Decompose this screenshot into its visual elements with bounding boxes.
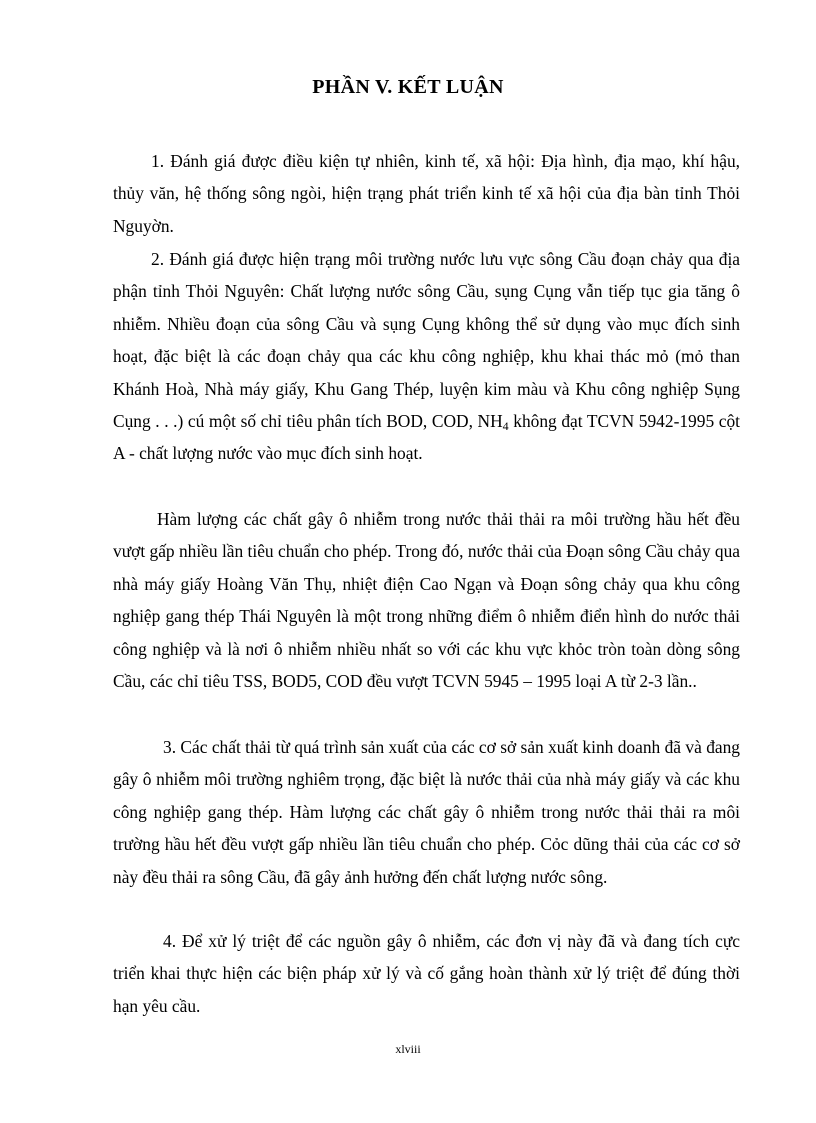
conclusion-paragraph-3: Hàm lượng các chất gây ô nhiễm trong nước thải thải ra môi trường hầu hết đều vượt gấp nhiều lần tiêu chuẩn cho phép. Trong đó, nước thải của Đoạn sông Cầu chảy qua nhà máy giấy Hoàng Văn Thụ, nhiệt điện Cao Ngạn và Đoạn sông chảy qua khu công nghiệp gang thép Thái Nguyên là một trong những điểm ô nhiễm điển hình do nước thải công nghiệp và là nơi ô nhiễm nhiều nhất so với các khu vực khỏc tròn toàn dòng sông Cầu, các chỉ tiêu TSS, BOD5, COD đều vượt TCVN 5945 – 1995 loại A từ 2-3 lần.. bbox=[113, 509, 740, 692]
subscript: 4 bbox=[502, 419, 509, 434]
paragraph-text: 2. Đánh giá được hiện trạng môi trường nước lưu vực sông Cầu đoạn chảy qua địa phận tỉnh Thỏi Nguyên: Chất lượng nước sông Cầu, sụng Cụng vẫn tiếp tục gia tăng ô nhiễm. Nhiều đoạn của sông Cầu và sụng Cụng không thể sử dụng vào mục đích sinh hoạt, đặc biệt là các đoạn chảy qua các khu công nghiệp, khu khai thác mỏ (mỏ than Khánh Hoà, Nhà máy giấy, Khu Gang Thép, luyện kim màu và Khu công nghiệp Sụng Cụng . . .) cú một số chỉ tiêu phân tích BOD, COD, NH bbox=[113, 249, 740, 432]
conclusion-paragraph-1: 1. Đánh giá được điều kiện tự nhiên, kinh tế, xã hội: Địa hình, địa mạo, khí hậu, thủy văn, hệ thống sông ngòi, hiện trạng phát triển kinh tế xã hội của địa bàn tỉnh Thỏi Nguyờn. bbox=[113, 151, 740, 236]
conclusion-paragraph-5: 4. Để xử lý triệt để các nguồn gây ô nhiễm, các đơn vị này đã và đang tích cực triển khai thực hiện các biện pháp xử lý và cố gắng hoàn thành xử lý triệt để đúng thời hạn yêu cầu. bbox=[113, 931, 740, 1016]
conclusion-paragraph-4: 3. Các chất thải từ quá trình sản xuất của các cơ sở sản xuất kinh doanh đã và đang gây ô nhiễm môi trường nghiêm trọng, đặc biệt là nước thải của nhà máy giấy và các khu công nghiệp gang thép. Hàm lượng các chất gây ô nhiễm trong nước thải thải ra môi trường hầu hết đều vượt gấp nhiều lần tiêu chuẩn cho phép. Cỏc dũng thải của các cơ sở này đều thải ra sông Cầu, đã gây ảnh hưởng đến chất lượng nước sông. bbox=[113, 737, 740, 887]
page-title: PHẦN V. KẾT LUẬN bbox=[312, 76, 504, 98]
page-number: xlviii bbox=[395, 1042, 421, 1056]
conclusion-paragraph-2 bbox=[113, 243, 740, 470]
paragraph-text-continued: không đạt TCVN 5942-1995 cột A - chất lượng nước vào mục đích sinh hoạt. bbox=[113, 411, 740, 464]
